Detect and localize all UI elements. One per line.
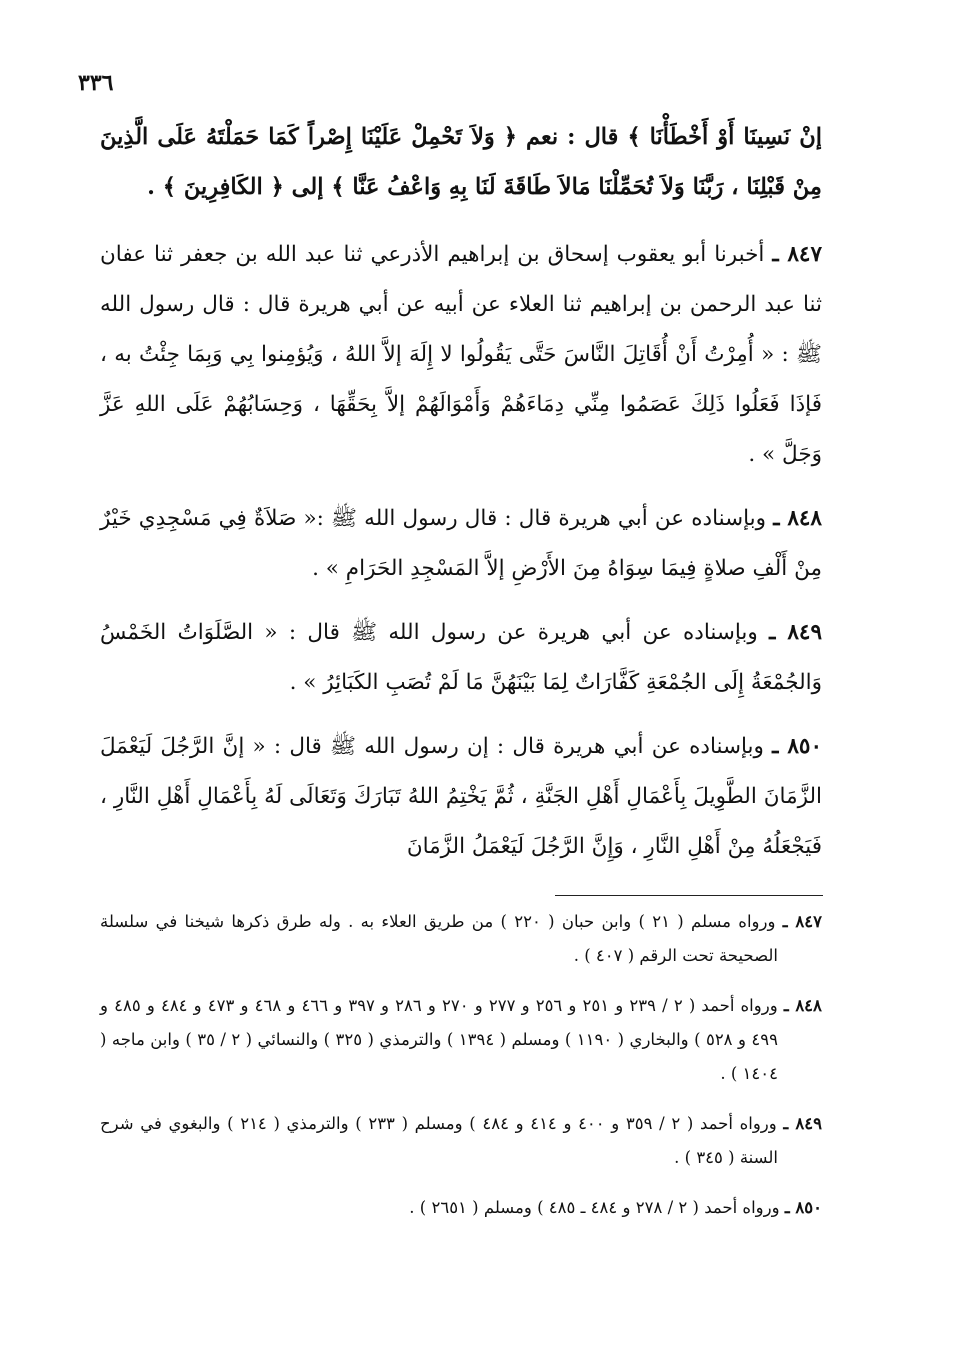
- hadith-text: وبإسناده عن أبي هريرة قال : إن رسول الله ﷺ قال : « إنَّ الرَّجُلَ لَيَعْمَلَ الزَّمَانَ الطَّوِيلَ بِأَعْمَالِ أَهْلِ الجَنَّةِ ، ثُمَّ يَخْتِمُ اللهُ تَبَارَكَ وَتَعَالَى لَهُ بِأَعْمَالِ أَهْلِ النَّارِ ، فَيَجْعَلُهُ مِنْ أَهْلِ النَّارِ ، وَإِنَّ الرَّجُلَ لَيَعْمَلُ الزَّمَانَ: [100, 734, 822, 859]
- footnote-number: ٨٤٧ ـ: [782, 912, 822, 931]
- hadith-number: ٨٤٧ ـ: [772, 242, 822, 267]
- footnote-850: [100, 1191, 822, 1225]
- hadith-number: ٨٤٨ ـ: [773, 506, 822, 531]
- footnote-848: [100, 989, 822, 1091]
- page-number: ٣٣٦: [78, 70, 114, 96]
- quran-continuation-paragraph: [100, 112, 822, 212]
- hadith-text: وبإسناده عن أبي هريرة قال : قال رسول الله ﷺ :« صَلاَةٌ فِي مَسْجِدِي خَيْرٌ مِنْ أَلْفِ صلاةٍ فِيمَا سِوَاهُ مِنَ الأَرْضِ إلاَّ المَسْجِدِ الحَرَامِ » .: [100, 506, 822, 581]
- hadith-text: وبإسناده عن أبي هريرة عن رسول الله ﷺ قال : « الصَّلَوَاتُ الخَمْسُ وَالجُمْعَةُ إِلَى الجُمْعَةِ كَفَّارَاتٌ لِمَا بَيْنَهُنَّ مَا لَمْ تُصَبِ الكَبَائِرُ » .: [100, 620, 822, 695]
- main-text: [100, 112, 822, 886]
- footnote-number: ٨٤٩ ـ: [783, 1114, 822, 1133]
- hadith-number: ٨٥٠ ـ: [772, 734, 822, 759]
- paragraph-text: إنْ نَسِينَا أَوْ أَخْطَأْنَا ﴾ قال : نعم ﴿ وَلاَ تَحْمِلْ عَلَيْنَا إِصْراً كَمَا حَمَلْتَهُ عَلَى الَّذِينَ مِنْ قَبْلِنَا ، رَبَّنَا وَلاَ تُحَمِّلْنَا مَالاَ طَاقَةَ لَنَا بِهِ وَاعْفُ عَنَّا ﴾ إلى ﴿ الكَافِرِينَ ﴾ .: [100, 124, 822, 200]
- hadith-850: [100, 722, 822, 872]
- hadith-849: [100, 608, 822, 708]
- footnote-text: ورواه أحمد ( ٢ / ٣٥٩ و ٤٠٠ و ٤١٤ و ٤٨٤ ) ومسلم ( ٢٣٣ ) والترمذي ( ٢١٤ ) والبغوي في شرح السنة ( ٣٤٥ ) .: [100, 1114, 778, 1167]
- hadith-text: أخبرنا أبو يعقوب إسحاق بن إبراهيم الأذرعي ثنا عبد الله بن جعفر ثنا عفان ثنا عبد الرحمن بن إبراهيم ثنا العلاء عن أبيه عن أبي هريرة قال : قال رسول الله ﷺ : « أُمِرْتُ أَنْ أُقَاتِلَ النَّاسَ حَتَّى يَقُولُوا لا إِلَهَ إلاَّ اللهُ ، وَيُؤمِنوا بِي وَبِمَا جِئْتُ به ، فَإذَا فَعَلُوا ذَلِكَ عَصَمُوا مِنِّي دِمَاءَهُمْ وَأَمْوَالَهُمْ إلاَّ بِحَقِّهَا ، وَحِسَابُهُمْ عَلَى اللهِ عَزَّ وَجَلَّ » .: [100, 242, 822, 467]
- footnote-849: [100, 1107, 822, 1175]
- footnote-divider: [555, 895, 823, 896]
- hadith-number: ٨٤٩ ـ: [769, 620, 822, 645]
- footnote-number: ٨٥٠ ـ: [784, 1198, 822, 1217]
- hadith-847: [100, 230, 822, 480]
- footnote-text: ورواه أحمد ( ٢ / ٢٣٩ و ٢٥١ و ٢٥٦ و ٢٧٧ و ٢٧٠ و ٢٨٦ و ٣٩٧ و ٤٦٦ و ٤٦٨ و ٤٧٣ و ٤٨٤ و ٤٨٥ و ٤٩٩ و ٥٢٨ ) والبخاري ( ١١٩٠ ) ومسلم ( ١٣٩٤ ) والترمذي ( ٣٢٥ ) والنسائي ( ٢ / ٣٥ ) وابن ماجه ( ١٤٠٤ ) .: [100, 996, 778, 1083]
- footnote-847: [100, 905, 822, 973]
- footnote-number: ٨٤٨ ـ: [783, 996, 822, 1015]
- footnote-text: ورواه مسلم ( ٢١ ) وابن حبان ( ٢٢٠ ) من طريق العلاء به . وله طرق ذكرها شيخنا في سلسلة الصحيحة تحت الرقم ( ٤٠٧ ) .: [100, 912, 778, 965]
- footnotes: [100, 905, 822, 1241]
- hadith-848: [100, 494, 822, 594]
- footnote-text: ورواه أحمد ( ٢ / ٢٧٨ و ٤٨٤ ـ ٤٨٥ ) ومسلم ( ٢٦٥١ ) .: [409, 1198, 780, 1217]
